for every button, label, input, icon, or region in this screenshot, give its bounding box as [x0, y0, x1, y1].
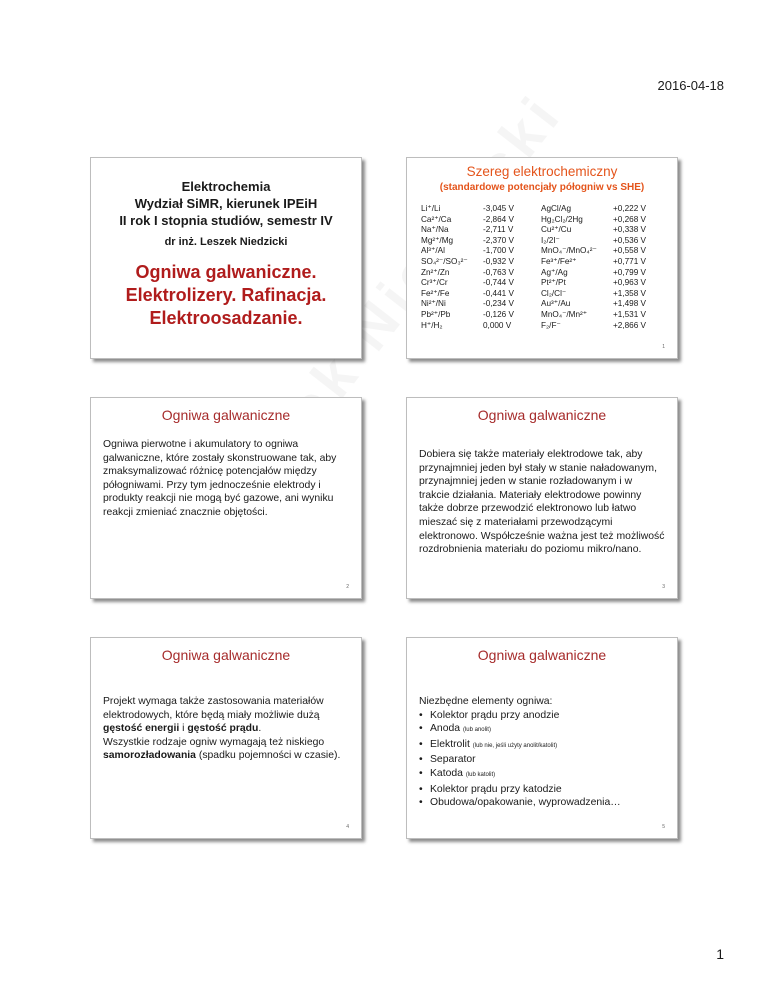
potential-value: -0,763 V: [483, 267, 514, 277]
page-date: 2016-04-18: [657, 78, 724, 93]
potential-value: +0,222 V: [613, 204, 647, 213]
half-cell: Cr³⁺/Cr: [421, 278, 448, 288]
potential-value: +0,558 V: [613, 246, 647, 256]
bullet-icon: •: [419, 709, 423, 721]
potential-value: -2,864 V: [483, 214, 514, 224]
list-item: [419, 767, 665, 783]
half-cell: Zn²⁺/Zn: [421, 267, 450, 277]
table-row: [421, 321, 667, 332]
list-item: [419, 738, 665, 754]
list-item-content: [430, 796, 621, 810]
lecture-topic: [91, 261, 361, 330]
slide-title: Ogniwa galwaniczne: [477, 647, 607, 663]
slide-galvanic-1: [90, 397, 362, 599]
slide-galvanic-3: [90, 637, 362, 839]
slide-title: Ogniwa galwaniczne: [161, 407, 291, 423]
list-item: [419, 722, 665, 738]
topic-line: Ogniwa galwaniczne.: [135, 262, 317, 282]
slide-body: [103, 695, 349, 763]
slide-title: Ogniwa galwaniczne: [161, 647, 291, 663]
list-item-text: Elektrolit: [430, 738, 470, 750]
course-line: II rok I stopnia studiów, semestr IV: [119, 213, 333, 228]
slide-body: Dobiera się także materiały elektrodowe tak, aby przynajmniej jeden był stały w stanie naładowanym, przynajmniej jeden w stanie rozładowanym i w trakcie działania. Materiały elektrodowe powinny także dobrze przewodzić elektronowo lub łatwo mieszać się z materiałami przewodzącymi elektronowo. Współcześnie ważna jest też możliwość rozdrobnienia materiału do poziomu mikro/nano.: [419, 449, 665, 556]
list-item: [419, 796, 665, 810]
half-cell: Na⁺/Na: [421, 225, 449, 235]
table-row: [421, 204, 667, 215]
slide-body: Ogniwa pierwotne i akumulatory to ogniwa galwaniczne, które zostały skonstruowane tak, aby zmaksymalizować różnicę potencjałów między półogniwami. Przy tym jednocześnie elektrody i produkty reakcji nie mogą być gazowe, ani wyniku reakcji zmieniać znacznie objętości.: [103, 439, 337, 518]
half-cell: MnO₄⁻/MnO₄²⁻: [541, 246, 597, 256]
potential-value: +0,536 V: [613, 235, 647, 245]
bullet-icon: •: [419, 754, 423, 766]
list-item-content: [430, 767, 495, 783]
paragraph: [103, 736, 349, 763]
table-row: [421, 268, 667, 279]
potential-value: -0,441 V: [483, 288, 514, 298]
half-cell: Cu²⁺/Cu: [541, 225, 572, 235]
slide-electrochemical-series: [406, 157, 678, 359]
list-item-note: (lub nie, jeśli użyty anolit/katolit): [472, 742, 558, 749]
bullet-list: [419, 709, 665, 810]
slide-number: 3: [662, 584, 665, 590]
table-row: [421, 236, 667, 247]
half-cell: Pt²⁺/Pt: [541, 278, 566, 288]
half-cell: Au³⁺/Au: [541, 299, 571, 309]
bullet-icon: •: [419, 797, 423, 809]
half-cell: Ag⁺/Ag: [541, 267, 568, 277]
potential-value: -0,234 V: [483, 299, 514, 309]
page-number: 1: [716, 946, 724, 962]
list-intro: Niezbędne elementy ogniwa:: [419, 696, 553, 707]
text-run: .: [258, 723, 262, 735]
course-info: [91, 178, 361, 229]
half-cell: Cl₂/Cl⁻: [541, 288, 567, 298]
potential-value: +0,963 V: [613, 278, 647, 288]
half-cell: Al³⁺/Al: [421, 246, 445, 256]
list-item-note: (lub anolit): [462, 727, 491, 734]
potential-value: +0,799 V: [613, 267, 647, 277]
slide-body: [419, 695, 665, 810]
text-run: (spadku pojemności w czasie).: [195, 750, 341, 762]
potential-value: +1,498 V: [613, 299, 647, 309]
slide-subtitle: (standardowe potencjały półogniw vs SHE): [439, 182, 645, 193]
course-line: Elektrochemia: [181, 179, 271, 194]
list-item-text: Kolektor prądu przy katodzie: [430, 783, 562, 795]
list-item-text: Kolektor prądu przy anodzie: [430, 709, 560, 721]
half-cell: MnO₄⁻/Mn²⁺: [541, 309, 588, 319]
text-run: Wszystkie rodzaje ogniw wymagają też niskiego: [103, 736, 325, 748]
table-row: [421, 299, 667, 310]
potential-value: +0,338 V: [613, 225, 647, 235]
topic-line: Elektroosadzanie.: [149, 308, 303, 328]
table-row: [421, 246, 667, 257]
text-run: Projekt wymaga także zastosowania materiałów elektrodowych, które będą miały możliwie dużą: [103, 696, 324, 721]
potential-value: +2,866 V: [613, 320, 647, 330]
table-row: [421, 310, 667, 321]
bullet-icon: •: [419, 738, 423, 750]
potential-value: +0,771 V: [613, 256, 647, 266]
potential-value: +1,358 V: [613, 288, 647, 298]
list-item-content: [430, 738, 557, 754]
potential-table: [421, 204, 667, 331]
author: dr inż. Leszek Niedzicki: [164, 236, 288, 248]
bullet-icon: •: [419, 723, 423, 735]
list-item: [419, 709, 665, 723]
half-cell: AgCl/Ag: [541, 204, 572, 213]
potential-value: +1,531 V: [613, 309, 647, 319]
list-item-content: [430, 783, 562, 797]
slide-number: 2: [346, 584, 349, 590]
table-row: [421, 215, 667, 226]
bullet-icon: •: [419, 783, 423, 795]
slide-title: Szereg elektrochemiczny: [466, 164, 618, 179]
half-cell: H⁺/H₂: [421, 320, 443, 330]
table-row: [421, 257, 667, 268]
table-row: [421, 225, 667, 236]
bold-term: gęstość energii: [103, 723, 180, 735]
slide-title: [90, 157, 362, 359]
list-item: [419, 753, 665, 767]
course-line: Wydział SiMR, kierunek IPEiH: [134, 196, 318, 211]
half-cell: Pb²⁺/Pb: [421, 309, 451, 319]
potential-value: -2,711 V: [483, 225, 514, 235]
potential-value: 0,000 V: [483, 320, 512, 330]
slide-number: 1: [662, 344, 665, 350]
table-row: [421, 278, 667, 289]
slide-title: Ogniwa galwaniczne: [477, 407, 607, 423]
half-cell: Li⁺/Li: [421, 204, 441, 213]
list-item-text: Separator: [430, 754, 476, 766]
topic-line: Elektrolizery. Rafinacja.: [125, 285, 327, 305]
half-cell: Ni²⁺/Ni: [421, 299, 446, 309]
list-item-note: (lub katolit): [465, 771, 496, 778]
potential-value: -0,744 V: [483, 278, 514, 288]
half-cell: I₂/2I⁻: [541, 235, 560, 245]
slide-galvanic-4: [406, 637, 678, 839]
potential-value: -0,932 V: [483, 256, 514, 266]
bold-term: samorozładowania: [103, 750, 196, 762]
list-item-content: [430, 722, 491, 738]
list-item-content: [430, 753, 476, 767]
half-cell: Mg²⁺/Mg: [421, 235, 454, 245]
half-cell: Fe²⁺/Fe: [421, 288, 450, 298]
half-cell: Fe³⁺/Fe²⁺: [541, 256, 577, 266]
half-cell: Ca²⁺/Ca: [421, 214, 452, 224]
paragraph: [103, 695, 349, 736]
list-item-text: Katoda: [430, 767, 463, 779]
half-cell: SO₄²⁻/SO₃²⁻: [421, 256, 468, 266]
list-item: [419, 783, 665, 797]
table-row: [421, 289, 667, 300]
bold-term: gęstość prądu: [187, 723, 259, 735]
list-item-text: Anoda: [430, 723, 461, 735]
half-cell: F₂/F⁻: [541, 320, 561, 330]
potential-value: -0,126 V: [483, 309, 514, 319]
bullet-icon: •: [419, 767, 423, 779]
potential-value: -2,370 V: [483, 235, 514, 245]
list-item-text: Obudowa/opakowanie, wyprowadzenia…: [430, 797, 621, 809]
half-cell: Hg₂Cl₂/2Hg: [541, 214, 583, 224]
list-item-content: [430, 709, 559, 723]
potential-value: -1,700 V: [483, 246, 514, 256]
slide-galvanic-2: [406, 397, 678, 599]
potential-value: -3,045 V: [483, 204, 514, 213]
text-run: i: [179, 723, 188, 735]
slide-number: 5: [662, 824, 665, 830]
potential-value: +0,268 V: [613, 214, 647, 224]
slide-number: 4: [346, 824, 349, 830]
